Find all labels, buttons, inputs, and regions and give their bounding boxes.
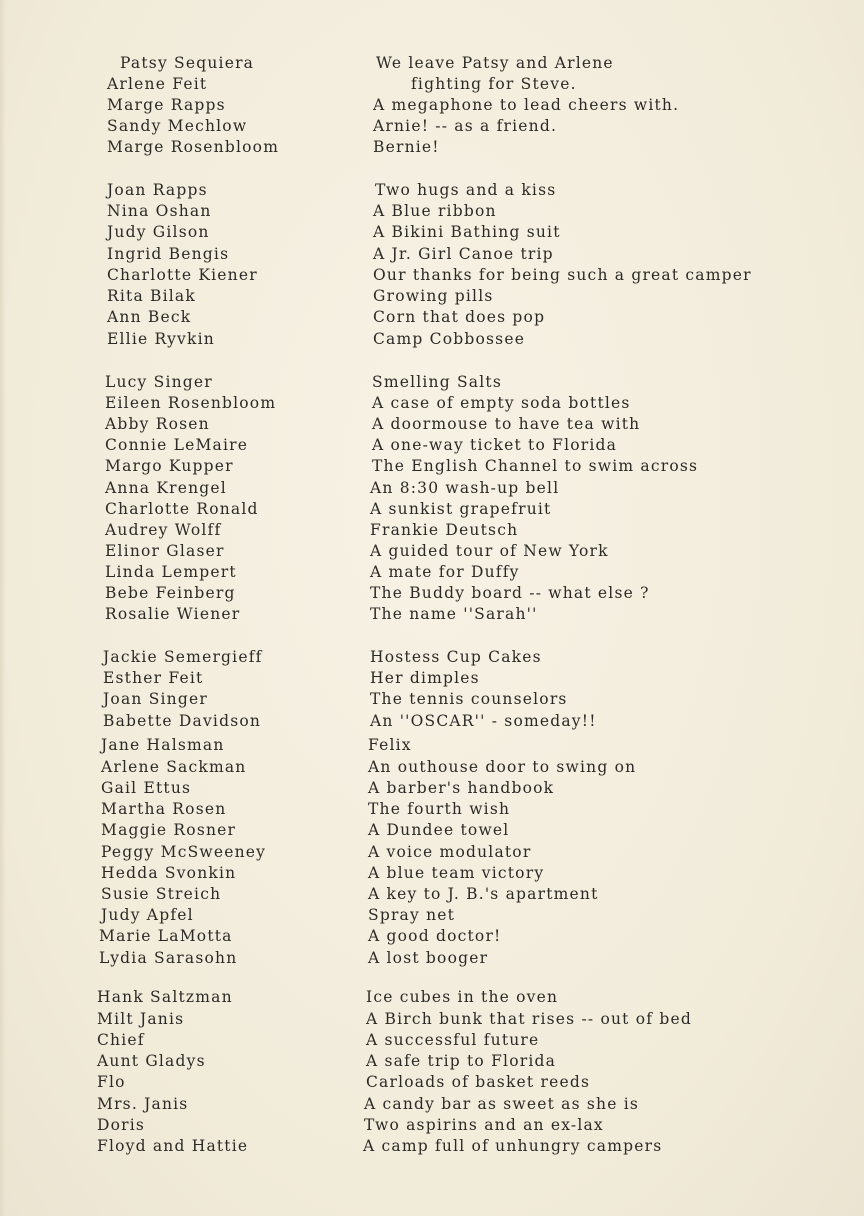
- recipient-name: Lucy Singer: [105, 373, 213, 391]
- bequest-text: Hostess Cup Cakes: [370, 648, 542, 666]
- recipient-name: Bebe Feinberg: [105, 584, 236, 602]
- recipient-name: Doris: [97, 1116, 146, 1134]
- page-fold-shadow: [0, 0, 6, 1216]
- recipient-name: Sandy Mechlow: [107, 117, 248, 135]
- bequest-text: Carloads of basket reeds: [366, 1073, 591, 1091]
- bequest-text: A case of empty soda bottles: [372, 394, 631, 412]
- recipient-name: Flo: [97, 1073, 126, 1091]
- bequest-text: A good doctor!: [368, 927, 502, 945]
- recipient-name: Peggy McSweeney: [101, 843, 267, 861]
- recipient-name: Judy Gilson: [107, 223, 210, 241]
- recipient-name: Elinor Glaser: [105, 542, 225, 560]
- bequest-text: A megaphone to lead cheers with.: [373, 96, 680, 114]
- recipient-name: Arlene Feit: [107, 75, 208, 93]
- recipient-name: Connie LeMaire: [105, 436, 249, 454]
- recipient-name: Rita Bilak: [107, 287, 196, 305]
- recipient-name: Joan Rapps: [107, 181, 208, 199]
- bequest-text: An ''OSCAR'' - someday!!: [370, 712, 597, 730]
- bequest-text: An outhouse door to swing on: [368, 758, 637, 776]
- bequest-text: Ice cubes in the oven: [366, 988, 559, 1006]
- recipient-name: Jackie Semergieff: [103, 648, 263, 666]
- recipient-name: Linda Lempert: [105, 563, 237, 581]
- recipient-name: Esther Feit: [103, 669, 204, 687]
- recipient-name: Jane Halsman: [101, 736, 225, 754]
- recipient-name: Aunt Gladys: [97, 1052, 206, 1070]
- recipient-name: Hank Saltzman: [97, 988, 233, 1006]
- bequest-text: Frankie Deutsch: [370, 521, 519, 539]
- recipient-name: Charlotte Kiener: [107, 266, 258, 284]
- bequest-text: Smelling Salts: [372, 373, 502, 391]
- bequest-text: A sunkist grapefruit: [370, 500, 552, 518]
- bequest-text: Two hugs and a kiss: [375, 181, 557, 199]
- recipient-name: Lydia Sarasohn: [99, 949, 238, 967]
- bequest-text: A doormouse to have tea with: [372, 415, 641, 433]
- recipient-name: Mrs. Janis: [97, 1095, 189, 1113]
- bequest-text: A blue team victory: [368, 864, 545, 882]
- bequest-text: Camp Cobbossee: [373, 330, 526, 348]
- recipient-name: Judy Apfel: [101, 906, 194, 924]
- recipient-name: Marie LaMotta: [99, 927, 233, 945]
- bequest-text: A voice modulator: [368, 843, 532, 861]
- bequest-text: Bernie!: [373, 138, 440, 156]
- bequest-text: fighting for Steve.: [411, 75, 577, 93]
- bequest-text: Her dimples: [370, 669, 480, 687]
- bequest-text: We leave Patsy and Arlene: [376, 54, 614, 72]
- recipient-name: Maggie Rosner: [101, 821, 237, 839]
- bequest-text: Our thanks for being such a great camper: [373, 266, 752, 284]
- recipient-name: Nina Oshan: [107, 202, 212, 220]
- bequest-text: A Blue ribbon: [373, 202, 497, 220]
- bequest-text: A Dundee towel: [368, 821, 510, 839]
- bequest-text: A one-way ticket to Florida: [372, 436, 618, 454]
- recipient-name: Martha Rosen: [101, 800, 227, 818]
- bequest-text: A camp full of unhungry campers: [363, 1137, 663, 1155]
- recipient-name: Ellie Ryvkin: [107, 330, 215, 348]
- bequest-text: A barber's handbook: [368, 779, 555, 797]
- recipient-name: Milt Janis: [97, 1010, 185, 1028]
- bequest-text: The tennis counselors: [370, 690, 568, 708]
- recipient-name: Joan Singer: [103, 690, 208, 708]
- bequest-text: Arnie! -- as a friend.: [373, 117, 558, 135]
- recipient-name: Abby Rosen: [105, 415, 210, 433]
- recipient-name: Margo Kupper: [105, 457, 234, 475]
- bequest-text: Two aspirins and an ex-lax: [364, 1116, 604, 1134]
- bequest-text: A candy bar as sweet as she is: [364, 1095, 640, 1113]
- recipient-name: Marge Rosenbloom: [107, 138, 280, 156]
- recipient-name: Floyd and Hattie: [97, 1137, 249, 1155]
- bequest-text: A Bikini Bathing suit: [373, 223, 561, 241]
- bequest-text: Felix: [368, 736, 412, 754]
- bequest-text: A successful future: [366, 1031, 540, 1049]
- recipient-name: Rosalie Wiener: [105, 605, 241, 623]
- recipient-name: Chief: [97, 1031, 145, 1049]
- bequest-text: A key to J. B.'s apartment: [368, 885, 599, 903]
- bequest-text: A safe trip to Florida: [366, 1052, 557, 1070]
- bequest-text: Corn that does pop: [373, 308, 546, 326]
- bequest-text: The name ''Sarah'': [370, 605, 538, 623]
- recipient-name: Ann Beck: [107, 308, 192, 326]
- recipient-name: Charlotte Ronald: [105, 500, 259, 518]
- recipient-name: Ingrid Bengis: [107, 245, 230, 263]
- recipient-name: Arlene Sackman: [101, 758, 247, 776]
- recipient-name: Babette Davidson: [103, 712, 262, 730]
- recipient-name: Patsy Sequiera: [120, 54, 255, 72]
- recipient-name: Susie Streich: [101, 885, 222, 903]
- bequest-text: The English Channel to swim across: [372, 457, 699, 475]
- bequest-text: Growing pills: [373, 287, 494, 305]
- bequest-text: An 8:30 wash-up bell: [370, 479, 560, 497]
- bequest-text: A guided tour of New York: [370, 542, 609, 560]
- recipient-name: Audrey Wolff: [105, 521, 222, 539]
- bequest-text: A lost booger: [368, 949, 489, 967]
- recipient-name: Gail Ettus: [101, 779, 192, 797]
- bequest-text: The Buddy board -- what else ?: [370, 584, 650, 602]
- bequest-text: A mate for Duffy: [370, 563, 520, 581]
- recipient-name: Eileen Rosenbloom: [105, 394, 277, 412]
- bequest-text: Spray net: [368, 906, 456, 924]
- recipient-name: Marge Rapps: [107, 96, 226, 114]
- recipient-name: Hedda Svonkin: [101, 864, 237, 882]
- bequest-text: A Birch bunk that rises -- out of bed: [366, 1010, 692, 1028]
- bequest-text: A Jr. Girl Canoe trip: [373, 245, 554, 263]
- bequest-text: The fourth wish: [368, 800, 511, 818]
- recipient-name: Anna Krengel: [105, 479, 227, 497]
